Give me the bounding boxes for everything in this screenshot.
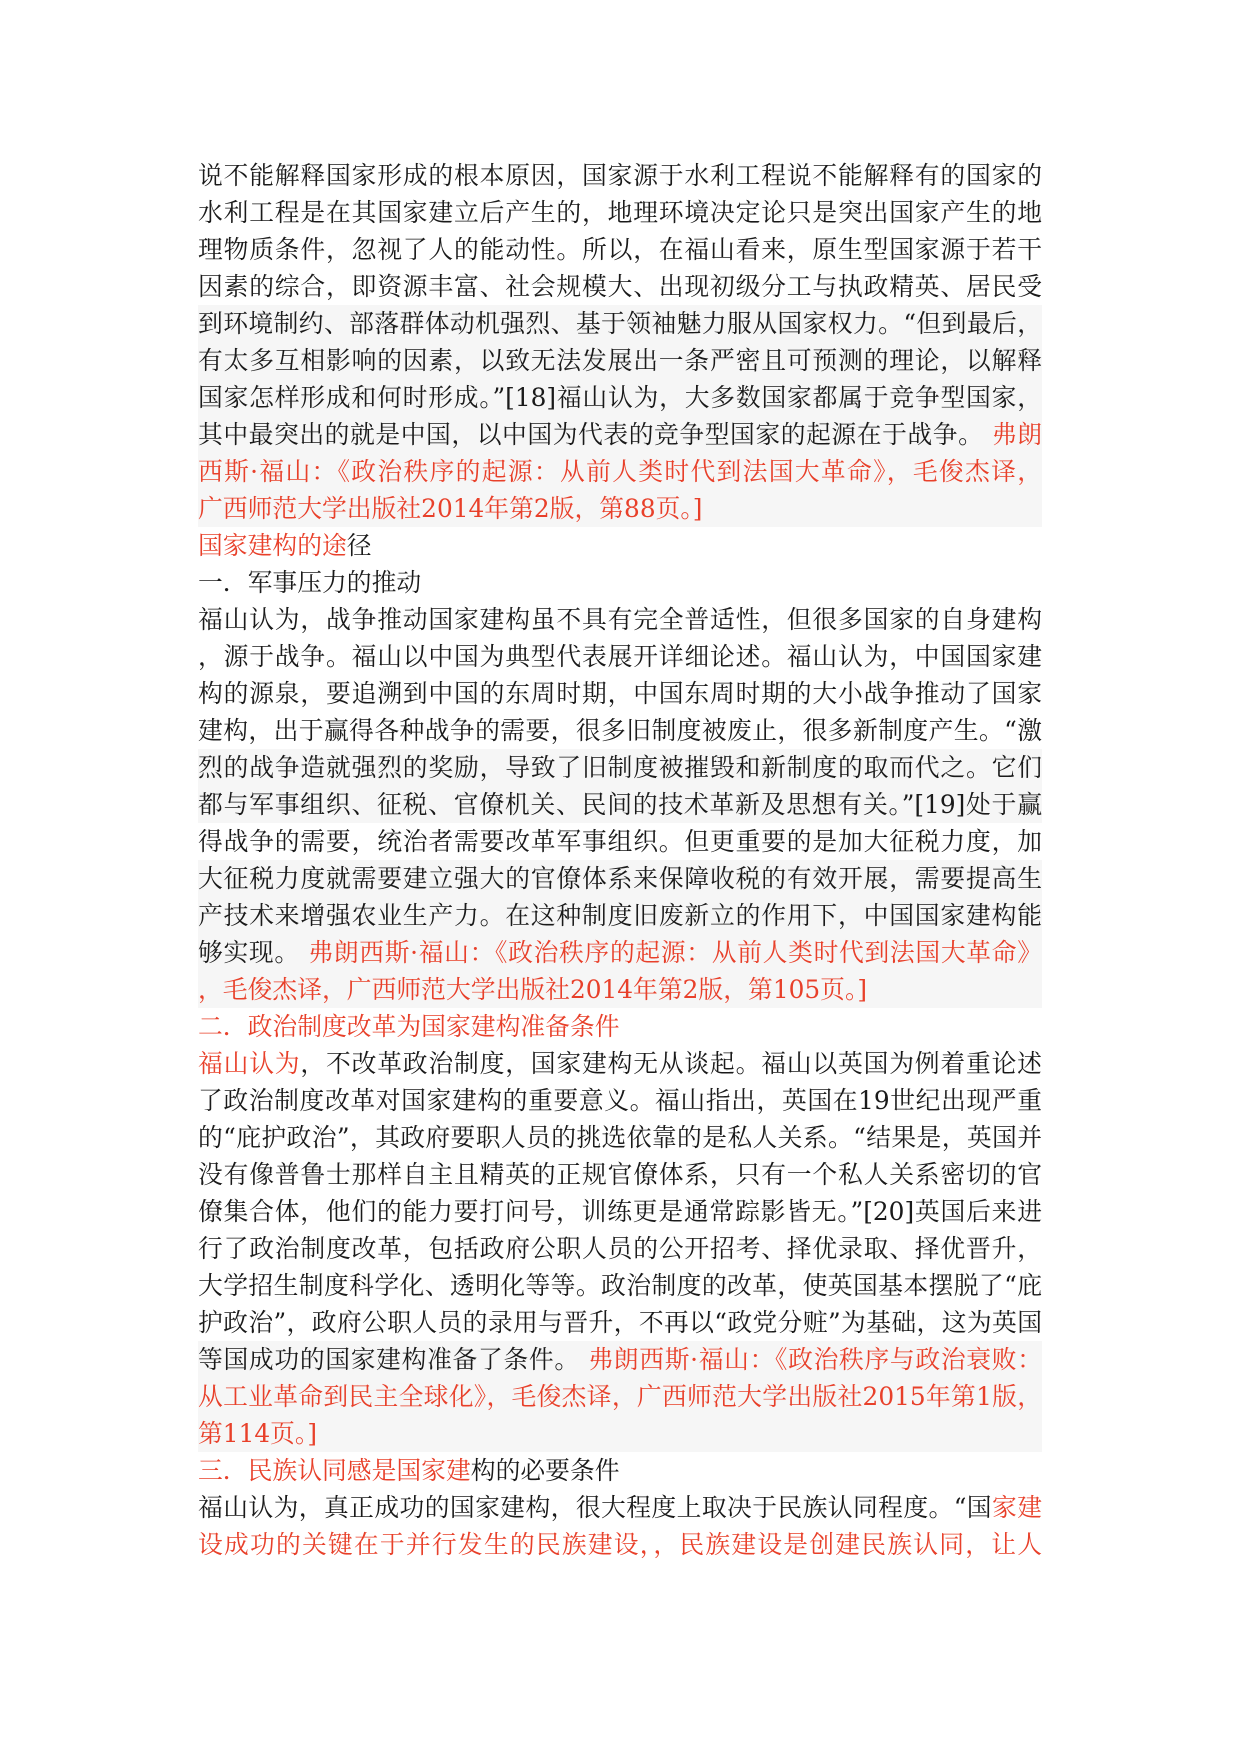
citation-text: 西斯·福山：《政治秩序的起源：从前人类时代到法国大革命》，毛俊杰译， [198, 457, 1042, 486]
text-line [198, 1526, 1042, 1563]
text-line [198, 1304, 1042, 1341]
body-text-segment: 得战争的需要，统治者需要改革军事组织。但更重要的是加大征税力度，加 [198, 827, 1042, 856]
citation-text: 设成功的关键在于并行发生的民族建设，，民族建设是创建民族认同，让人 [198, 1530, 1042, 1559]
body-text-segment: ，源于战争。福山以中国为典型代表展开详细论述。福山认为，中国国家建 [198, 642, 1042, 671]
body-text-segment: 国家怎样形成和何时形成。”[18]福山认为，大多数国家都属于竞争型国家， [198, 383, 1042, 412]
citation-text: 第114页。] [198, 1419, 317, 1448]
body-text-segment: 福山认为，战争推动国家建构虽不具有完全普适性，但很多国家的自身建构 [198, 605, 1042, 634]
text-line [198, 1082, 1042, 1119]
text-line [198, 1415, 1042, 1452]
citation-text: 弗朗 [983, 420, 1042, 449]
text-line [198, 638, 1042, 675]
citation-text: 弗朗西斯·福山：《政治秩序与政治衰败： [579, 1345, 1042, 1374]
body-text-segment: 僚集合体，他们的能力要打问号，训练更是通常踪影皆无。”[20]英国后来进 [198, 1197, 1042, 1226]
text-line [198, 1119, 1042, 1156]
text-line [198, 1267, 1042, 1304]
text-line [198, 194, 1042, 231]
body-text-segment: 说不能解释国家形成的根本原因，国家源于水利工程说不能解释有的国家的 [198, 161, 1042, 190]
text-line [198, 379, 1042, 416]
body-text [198, 157, 1042, 1563]
body-text-segment: 水利工程是在其国家建立后产生的，地理环境决定论只是突出国家产生的地 [198, 198, 1042, 227]
text-line [198, 342, 1042, 379]
text-line [198, 1156, 1042, 1193]
body-text-segment: 等国成功的国家建构准备了条件。 [198, 1345, 580, 1374]
body-text-segment: 都与军事组织、征税、官僚机关、民间的技术革新及思想有关。”[19]处于赢 [198, 790, 1042, 819]
body-text-segment: 构的必要条件 [470, 1456, 620, 1485]
text-line [198, 231, 1042, 268]
body-text-segment: 因素的综合，即资源丰富、社会规模大、出现初级分工与执政精英、居民受 [198, 272, 1042, 301]
body-text-segment: 产技术来增强农业生产力。在这种制度旧废新立的作用下，中国国家建构能 [198, 901, 1042, 930]
citation-text: 国家建构的途 [198, 531, 347, 560]
text-line [198, 971, 1042, 1008]
text-line [198, 305, 1042, 342]
text-line [198, 860, 1042, 897]
body-text-segment: 行了政治制度改革，包括政府公职人员的公开招考、择优录取、择优晋升， [198, 1234, 1042, 1263]
body-text-segment: 没有像普鲁士那样自主且精英的正规官僚体系，只有一个私人关系密切的官 [198, 1160, 1042, 1189]
body-text-segment: 大征税力度就需要建立强大的官僚体系来保障收税的有效开展，需要提高生 [198, 864, 1042, 893]
text-line [198, 823, 1042, 860]
text-line [198, 1489, 1042, 1526]
text-line [198, 786, 1042, 823]
body-text-segment: 有太多互相影响的因素，以致无法发展出一条严密且可预测的理论，以解释 [198, 346, 1042, 375]
text-line [198, 1045, 1042, 1082]
text-line [198, 1230, 1042, 1267]
body-text-segment: 一．军事压力的推动 [198, 568, 422, 597]
body-text-segment: 理物质条件，忽视了人的能动性。所以，在福山看来，原生型国家源于若干 [198, 235, 1042, 264]
body-text-segment: 其中最突出的就是中国，以中国为代表的竞争型国家的起源在于战争。 [198, 420, 984, 449]
body-text-segment: 了政治制度改革对国家建构的重要意义。福山指出，英国在19世纪出现严重 [198, 1086, 1042, 1115]
text-line [198, 749, 1042, 786]
citation-text: ，毛俊杰译，广西师范大学出版社2014年第2版，第105页。] [198, 975, 868, 1004]
body-text-segment: 径 [346, 531, 372, 560]
text-line [198, 1452, 1042, 1489]
citation-text: 三．民族认同感是国家建 [198, 1456, 471, 1485]
citation-text: 广西师范大学出版社2014年第2版，第88页。] [198, 494, 703, 523]
text-line [198, 268, 1042, 305]
text-line [198, 675, 1042, 712]
text-line [198, 453, 1042, 490]
text-line [198, 1008, 1042, 1045]
text-line [198, 1341, 1042, 1378]
text-line [198, 1193, 1042, 1230]
text-line [198, 157, 1042, 194]
body-text-segment: 护政治”，政府公职人员的录用与晋升，不再以“政党分赃”为基础，这为英国 [198, 1308, 1042, 1337]
citation-text: 从工业革命到民主全球化》，毛俊杰译，广西师范大学出版社2015年第1版， [198, 1382, 1042, 1411]
body-text-segment: 烈的战争造就强烈的奖励，导致了旧制度被摧毁和新制度的取而代之。它们 [198, 753, 1042, 782]
citation-text: 家建 [992, 1493, 1042, 1522]
citation-text: 二．政治制度改革为国家建构准备条件 [198, 1012, 620, 1041]
text-line [198, 564, 1042, 601]
body-text-segment: 建构，出于赢得各种战争的需要，很多旧制度被废止，很多新制度产生。“激 [198, 716, 1042, 745]
text-line [198, 712, 1042, 749]
citation-text: 弗朗西斯·福山：《政治秩序的起源：从前人类时代到法国大革命》 [299, 938, 1042, 967]
text-line [198, 490, 1042, 527]
text-line [198, 416, 1042, 453]
text-line [198, 527, 1042, 564]
text-line [198, 1378, 1042, 1415]
citation-text: 福山认为 [198, 1049, 301, 1078]
body-text-segment: 大学招生制度科学化、透明化等等。政治制度的改革，使英国基本摆脱了“庇 [198, 1271, 1042, 1300]
text-line [198, 601, 1042, 638]
body-text-segment: 构的源泉，要追溯到中国的东周时期，中国东周时期的大小战争推动了国家 [198, 679, 1042, 708]
body-text-segment: ，不改革政治制度，国家建构无从谈起。福山以英国为例着重论述 [300, 1049, 1042, 1078]
body-text-segment: 到环境制约、部落群体动机强烈、基于领袖魅力服从国家权力。“但到最后， [198, 309, 1042, 338]
body-text-segment: 够实现。 [198, 938, 300, 967]
text-line [198, 934, 1042, 971]
text-line [198, 897, 1042, 934]
body-text-segment: 福山认为，真正成功的国家建构，很大程度上取决于民族认同程度。“国 [198, 1493, 992, 1522]
body-text-segment: 的“庇护政治”，其政府要职人员的挑选依靠的是私人关系。“结果是，英国并 [198, 1123, 1042, 1152]
